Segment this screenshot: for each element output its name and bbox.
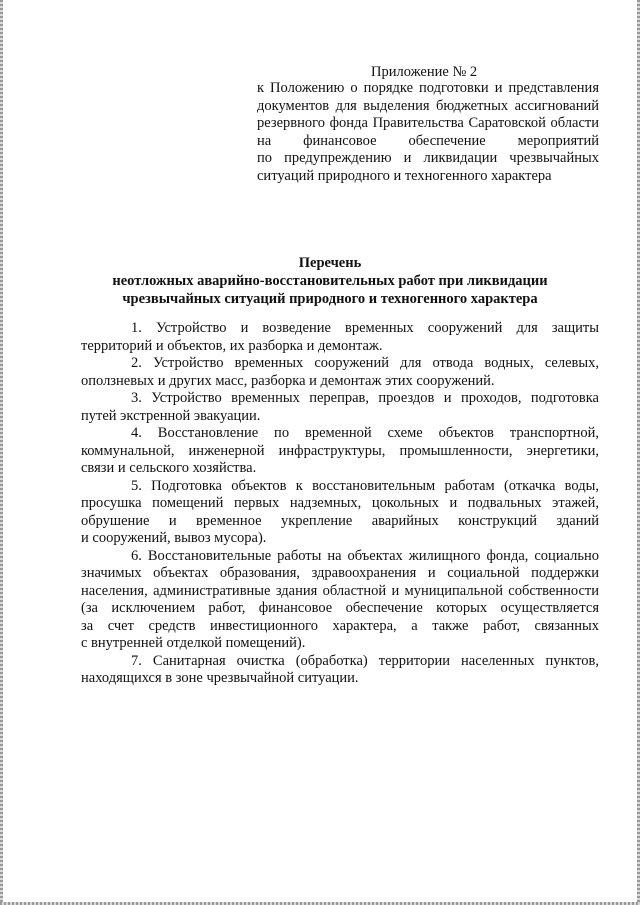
appendix-reference-line: к Положению о порядке подготовки и представления <box>257 80 599 96</box>
list-item-line: и сооружений, вывоз мусора). <box>81 530 267 546</box>
list-item-line: 6. Восстановительные работы на объектах жилищного фонда, социально <box>131 547 599 564</box>
list-item-line: находящихся в зоне чрезвычайной ситуации. <box>81 670 359 686</box>
appendix-reference <box>257 80 599 185</box>
list-item-line: населения, административные здания областной и муниципальной собственности <box>81 582 599 599</box>
list-item <box>81 390 599 425</box>
list-item-line: 1. Устройство и возведение временных сооружений для защиты <box>131 320 599 336</box>
list-item-line: 4. Восстановление по временной схеме объектов транспортной, <box>131 425 599 441</box>
document-title: Перечень <box>298 255 362 271</box>
list-item <box>81 355 599 390</box>
list-item-line: (за исключением работ, финансовое обеспечение которых осуществляется <box>81 600 599 616</box>
document-subtitle-line: чрезвычайных ситуаций природного и техногенного характера <box>122 291 538 307</box>
appendix-reference-line: документов для выделения бюджетных ассигнований <box>257 97 599 114</box>
work-list <box>81 320 599 688</box>
list-item-line: 3. Устройство временных переправ, проездов и проходов, подготовка <box>131 390 599 406</box>
list-item-line: просушка помещений первых надземных, цокольных и подвальных этажей, <box>81 495 599 511</box>
list-item-line: 2. Устройство временных сооружений для отвода водных, селевых, <box>131 355 599 371</box>
appendix-reference-line: по предупреждению и ликвидации чрезвычайных <box>257 150 599 166</box>
list-item <box>81 548 599 653</box>
list-item-line: с внутренней отделкой помещений). <box>81 635 306 651</box>
list-item <box>81 320 599 355</box>
appendix-number: Приложение № 2 <box>371 64 478 80</box>
appendix-reference-line: на финансовое обеспечение мероприятий <box>257 132 599 149</box>
list-item-line: территорий и объектов, их разборка и демонтаж. <box>81 337 383 354</box>
list-item-line: 5. Подготовка объектов к восстановительным работам (откачка воды, <box>131 477 599 494</box>
list-item-line: оползневых и других масс, разборка и демонтаж этих сооружений. <box>81 372 495 389</box>
list-item-line: за счет средств инвестиционного характера, а также работ, связанных <box>81 617 599 634</box>
list-item-line: коммунальной, инженерной инфраструктуры, промышленности, энергетики, <box>81 442 599 459</box>
list-item-line: обрушение и временное укрепление аварийных конструкций зданий <box>81 512 599 529</box>
list-item <box>81 425 599 478</box>
scan-edge-left <box>0 0 3 905</box>
list-item-line: 7. Санитарная очистка (обработка) территории населенных пунктов, <box>131 652 599 669</box>
list-item <box>81 653 599 688</box>
document-subtitle-line: неотложных аварийно-восстановительных работ при ликвидации <box>112 273 548 289</box>
list-item-line: значимых объектах образования, здравоохранения и социальной поддержки <box>81 565 599 581</box>
list-item-line: связи и сельского хозяйства. <box>81 460 257 476</box>
list-item <box>81 478 599 548</box>
appendix-reference-line: ситуаций природного и техногенного характера <box>257 167 552 184</box>
appendix-reference-line: резервного фонда Правительства Саратовской области <box>257 115 599 131</box>
list-item-line: путей экстренной эвакуации. <box>81 407 261 424</box>
